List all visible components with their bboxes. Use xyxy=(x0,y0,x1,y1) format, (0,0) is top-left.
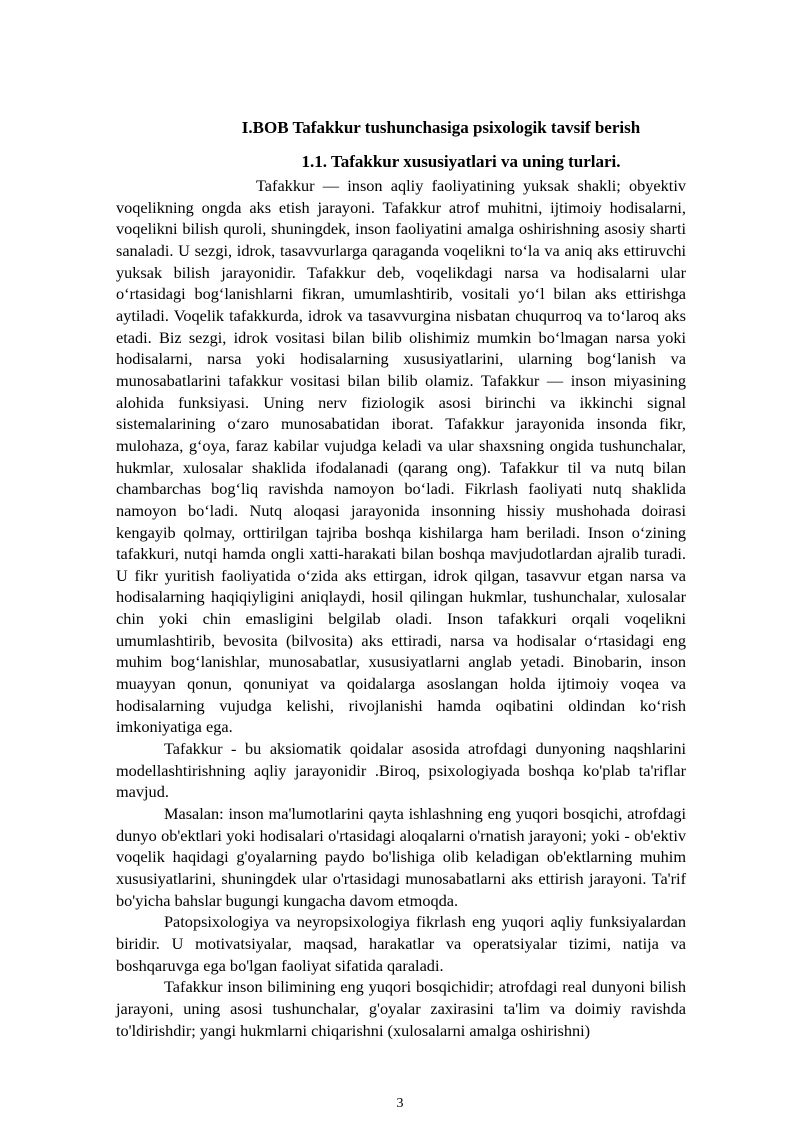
paragraph-1: Tafakkur — inson aqliy faoliyatining yuksak shakli; obyektiv voqelikning ongda aks etish jarayoni. Tafakkur atrof muhitni, ijtimoiy hodisalarni, voqelikni bilish quroli, shuningdek, inson faoliyatini amalga oshirishning asosiy sharti sanaladi. U sezgi, idrok, tasavvurlarga qaraganda voqelikni to‘la va aniq aks ettiruvchi yuksak bilish jarayonidir. Tafakkur deb, voqelikdagi narsa va hodisalarni ular o‘rtasidagi bog‘lanishlarni fikran, umumlashtirib, vositali yo‘l bilan aks ettirishga aytiladi. Voqelik tafakkurda, idrok va tasavvurgina nisbatan chuqurroq va to‘laroq aks etadi. Biz sezgi, idrok vositasi bilan bilib olishimiz mumkin bo‘lmagan narsa yoki hodisalarni, narsa yoki hodisalarning xususiyatlarini, ularning bog‘lanish va munosabatlarini tafakkur vositasi bilan bilib olamiz. Tafakkur — inson miyasining alohida funksiyasi. Uning nerv fiziologik asosi birinchi va ikkinchi signal sistemalarining o‘zaro munosabatidan iborat. Tafakkur jarayonida insonda fikr, mulohaza, g‘oya, faraz kabilar vujudga keladi va ular shaxsning ongida tushunchalar, hukmlar, xulosalar shaklida ifodalanadi (qarang ong). Tafakkur til va nutq bilan chambarchas bog‘liq ravishda namoyon bo‘ladi. Fikrlash faoliyati nutq shaklida namoyon bo‘ladi. Nutq aloqasi jarayonida insonning hissiy mushohada doirasi kengayib qolmay, orttirilgan tajriba boshqa kishilarga ham beriladi. Inson o‘zining tafakkuri, nutqi hamda ongli xatti-harakati bilan boshqa mavjudotlardan ajralib turadi. U fikr yuritish faoliyatida o‘zida aks ettirgan, idrok qilgan, tasavvur etgan narsa va hodisalarning haqiqiyligini aniqlaydi, hosil qilingan hukmlar, tushunchalar, xulosalar chin yoki chin emasligini belgilab oladi. Inson tafakkuri orqali voqelikni umumlashtirib, bevosita (bilvosita) aks ettiradi, narsa va hodisalar o‘rtasidagi eng muhim bog‘lanishlar, munosabatlar, xususiyatlarni anglab yetadi. Binobarin, inson muayyan qonun, qonuniyat va qoidalarga asoslangan holda ijtimoiy voqea va hodisalarning vujudga kelishi, rivojlanishi hamda oqibatini oldindan ko‘rish imkoniyatiga ega. xyxy=(116,176,686,737)
paragraph-5: Tafakkur inson bilimining eng yuqori bosqichidir; atrofdagi real dunyoni bilish jarayoni, uning asosi tushunchalar, g'oyalar zaxirasini ta'lim va doimiy ravishda to'ldirishdir; yangi hukmlarni chiqarishni (xulosalarni amalga oshirishni) xyxy=(116,977,686,1040)
paragraph-3: Masalan: inson ma'lumotlarini qayta ishlashning eng yuqori bosqichi, atrofdagi dunyo ob'ektlari yoki hodisalari o'rtasidagi aloqalarni o'rnatish jarayoni; yoki - ob'ektiv voqelik haqidagi g'oyalarning paydo bo'lishiga olib keladigan ob'ektlarning muhim xususiyatlarini, shuningdek ular o'rtasidagi munosabatlarni aks ettirish jarayoni. Ta'rif bo'yicha bahslar bugungi kungacha davom etmoqda. xyxy=(116,804,686,910)
paragraph-4: Patopsixologiya va neyropsixologiya fikrlash eng yuqori aqliy funksiyalardan biridir. U motivatsiyalar, maqsad, harakatlar va operatsiyalar tizimi, natija va boshqaruvga ega bo'lgan faoliyat sifatida qaraladi. xyxy=(116,912,686,975)
paragraph-2: Tafakkur - bu aksiomatik qoidalar asosida atrofdagi dunyoning naqshlarini modellashtirishning aqliy jarayonidir .Biroq, psixologiyada boshqa ko'plab ta'riflar mavjud. xyxy=(116,739,686,802)
page-number: 3 xyxy=(396,1096,404,1111)
section-title: 1.1. Tafakkur xususiyatlari va uning turlari. xyxy=(301,152,621,171)
chapter-title: I.BOB Tafakkur tushunchasiga psixologik tavsif berish xyxy=(241,118,641,137)
page-content xyxy=(116,114,686,1041)
